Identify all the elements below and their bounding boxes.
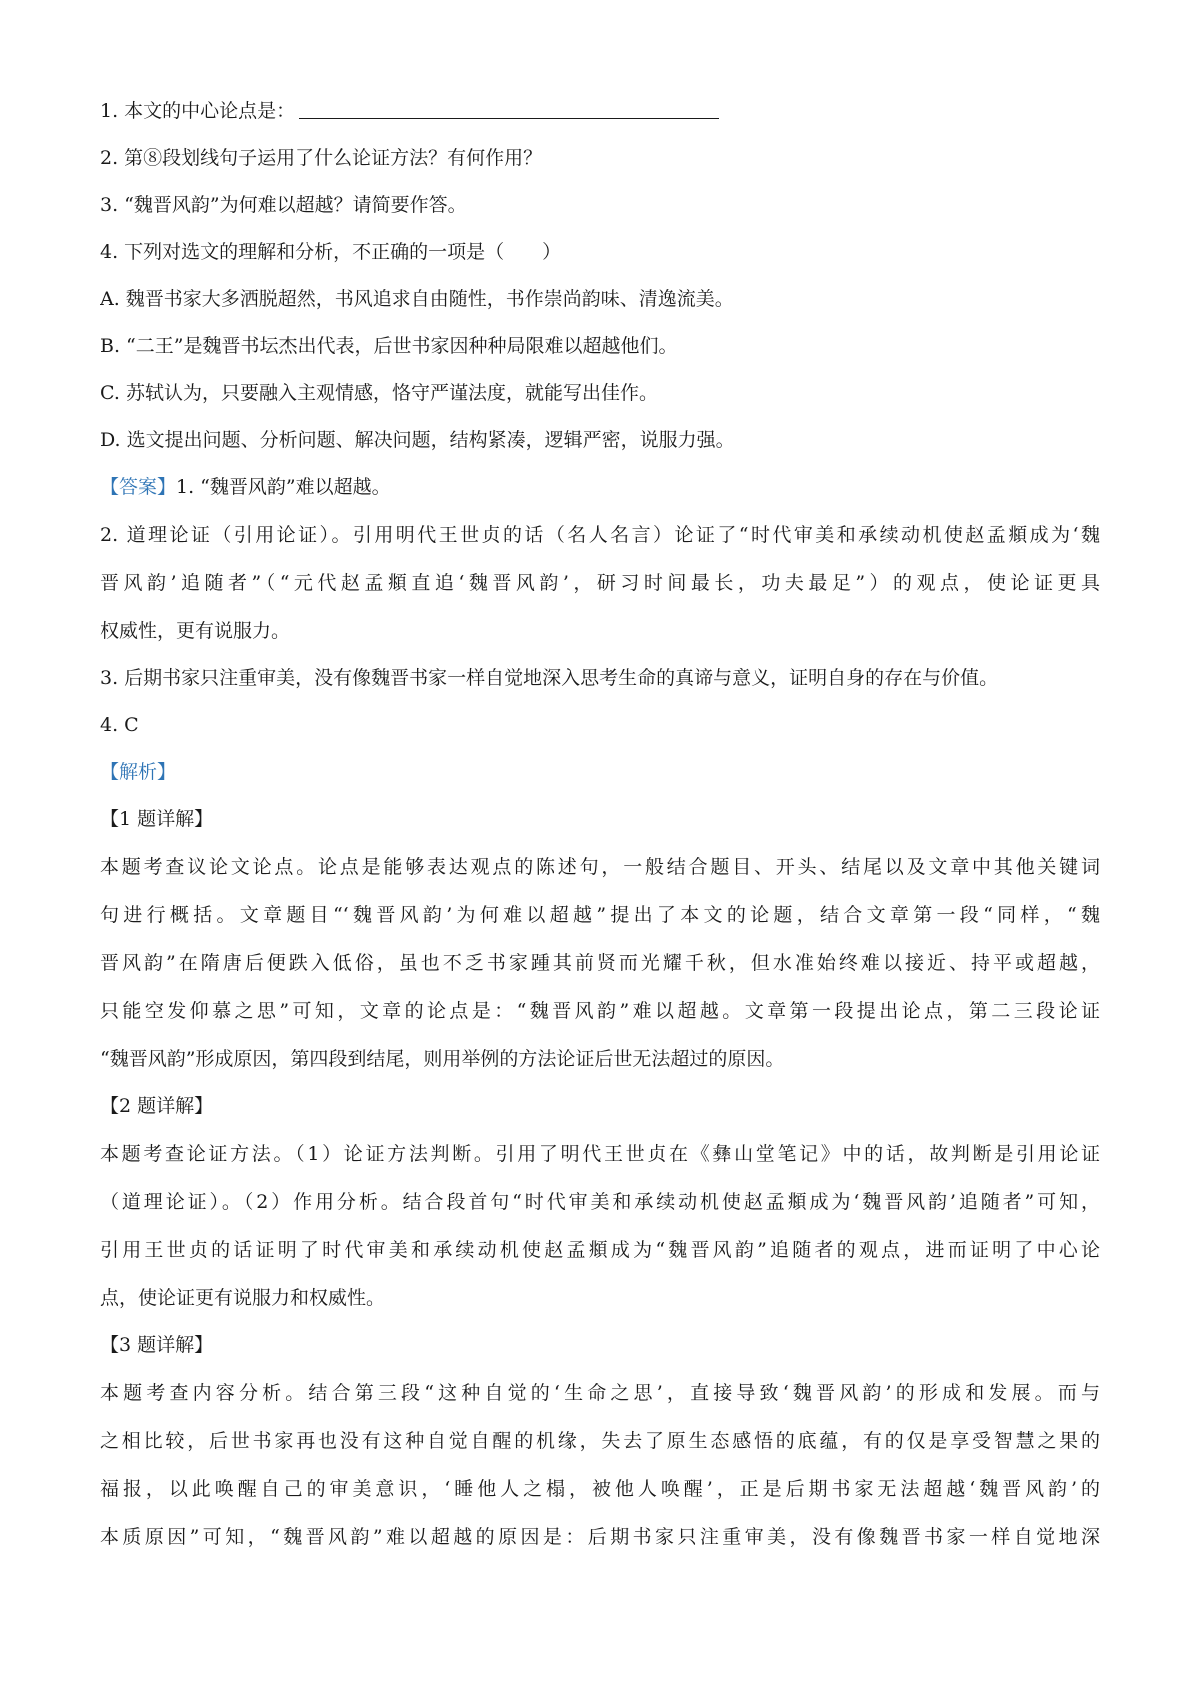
detail-2-line: 引用王世贞的话证明了时代审美和承续动机使赵孟頫成为“魏晋风韵”追随者的观点，进而证明了中心论 bbox=[100, 1239, 1100, 1261]
detail-paragraph-3 bbox=[100, 1369, 1100, 1561]
detail-1-line: 晋风韵”在隋唐后便跌入低俗，虽也不乏书家踵其前贤而光耀千秋，但水准始终难以接近、持平或超越， bbox=[100, 952, 1100, 974]
option-a: A. 魏晋书家大多洒脱超然，书风追求自由随性，书作崇尚韵味、清逸流美。 bbox=[100, 288, 734, 310]
answer-1-text: 1. “魏晋风韵”难以超越。 bbox=[176, 476, 391, 498]
answer-blank[interactable] bbox=[299, 92, 719, 119]
detail-1-line: “魏晋风韵”形成原因，第四段到结尾，则用举例的方法论证后世无法超过的原因。 bbox=[100, 1048, 785, 1070]
answer-2-line: 晋风韵’追随者”（“元代赵孟頫直追‘魏晋风韵’，研习时间最长，功夫最足”）的观点，使论证更具 bbox=[100, 572, 1100, 594]
answer-2-line: 权威性，更有说服力。 bbox=[100, 620, 291, 642]
analysis-tag: 【解析】 bbox=[100, 761, 177, 783]
option-b: B. “二王”是魏晋书坛杰出代表，后世书家因种种局限难以超越他们。 bbox=[100, 335, 678, 357]
question-1 bbox=[100, 88, 1100, 135]
option-d: D. 选文提出问题、分析问题、解决问题，结构紧凑，逻辑严密，说服力强。 bbox=[100, 429, 735, 451]
detail-2-line: （道理论证）。（2）作用分析。结合段首句“时代审美和承续动机使赵孟頫成为‘魏晋风韵’追随者”可知， bbox=[100, 1191, 1100, 1213]
detail-heading-1: 【1 题详解】 bbox=[100, 808, 214, 830]
answer-3: 3. 后期书家只注重审美，没有像魏晋书家一样自觉地深入思考生命的真谛与意义，证明自身的存在与价值。 bbox=[100, 667, 999, 689]
detail-paragraph-1 bbox=[100, 843, 1100, 1083]
detail-2-line: 本题考查论证方法。（1）论证方法判断。引用了明代王世贞在《彝山堂笔记》中的话，故判断是引用论证 bbox=[100, 1143, 1100, 1165]
detail-3-line: 本题考查内容分析。结合第三段“这种自觉的‘生命之思’，直接导致‘魏晋风韵’的形成和发展。而与 bbox=[100, 1382, 1100, 1404]
detail-3-line: 福报，以此唤醒自己的审美意识，‘睡他人之榻，被他人唤醒’，正是后期书家无法超越‘魏晋风韵’的 bbox=[100, 1478, 1100, 1500]
detail-3-line: 之相比较，后世书家再也没有这种自觉自醒的机缘，失去了原生态感悟的底蕴，有的仅是享受智慧之果的 bbox=[100, 1430, 1100, 1452]
detail-2-line: 点，使论证更有说服力和权威性。 bbox=[100, 1287, 386, 1309]
answer-1 bbox=[100, 464, 1100, 511]
question-3: 3. “魏晋风韵”为何难以超越？请简要作答。 bbox=[100, 194, 467, 216]
detail-1-line: 本题考查议论文论点。论点是能够表达观点的陈述句，一般结合题目、开头、结尾以及文章中其他关键词 bbox=[100, 856, 1100, 878]
question-1-text: 1. 本文的中心论点是： bbox=[100, 100, 296, 122]
answer-2-line: 2. 道理论证（引用论证）。引用明代王世贞的话（名人名言）论证了“时代审美和承续动机使赵孟頫成为‘魏 bbox=[100, 524, 1100, 546]
answer-4: 4. C bbox=[100, 714, 139, 736]
option-c: C. 苏轼认为，只要融入主观情感，恪守严谨法度，就能写出佳作。 bbox=[100, 382, 658, 404]
detail-paragraph-2 bbox=[100, 1130, 1100, 1322]
detail-heading-3: 【3 题详解】 bbox=[100, 1334, 214, 1356]
answer-2-paragraph bbox=[100, 511, 1100, 655]
question-4: 4. 下列对选文的理解和分析，不正确的一项是（ ） bbox=[100, 241, 562, 263]
question-2: 2. 第⑧段划线句子运用了什么论证方法？有何作用？ bbox=[100, 147, 543, 169]
detail-3-line: 本质原因”可知，“魏晋风韵”难以超越的原因是：后期书家只注重审美，没有像魏晋书家一样自觉地深 bbox=[100, 1526, 1100, 1548]
detail-heading-2: 【2 题详解】 bbox=[100, 1095, 214, 1117]
detail-1-line: 只能空发仰慕之思”可知，文章的论点是：“魏晋风韵”难以超越。文章第一段提出论点，第二三段论证 bbox=[100, 1000, 1100, 1022]
answer-tag: 【答案】 bbox=[100, 476, 177, 498]
detail-1-line: 句进行概括。文章题目“‘魏晋风韵’为何难以超越”提出了本文的论题，结合文章第一段“同样，“魏 bbox=[100, 904, 1100, 926]
